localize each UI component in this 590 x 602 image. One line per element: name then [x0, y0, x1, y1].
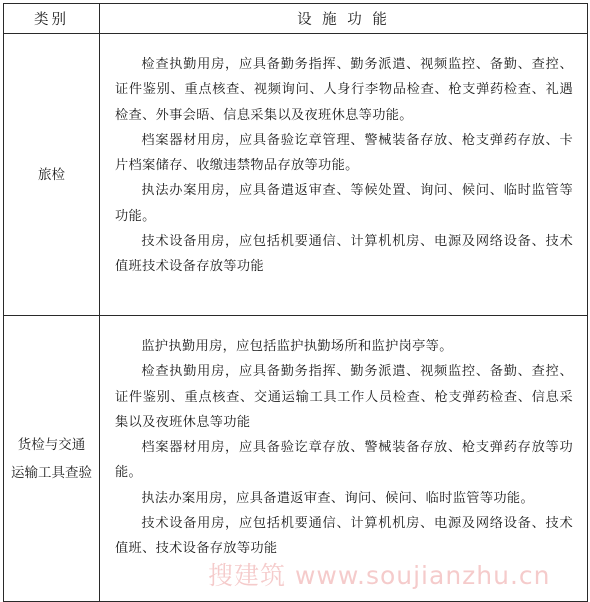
category-label: 旅检 — [38, 166, 65, 183]
category-cell — [4, 34, 100, 316]
function-paragraph: 档案器材用房，应具备验讫章管理、警械装备存放、枪支弹药存放、卡片档案储存、收缴违禁物品存放等功能。 — [115, 132, 573, 174]
header-function: 设 施 功 能 — [100, 4, 588, 34]
category-cell — [4, 316, 100, 602]
function-paragraph: 监护执勤用房，应包括监护执勤场所和监护岗亭等。 — [141, 339, 453, 354]
function-paragraph: 检查执勤用房，应具备勤务指挥、勤务派遣、视频监控、备勤、查控、证件鉴别、重点核查、视频询问、人身行李物品检查、枪支弹药检查、礼遇检查、外事会晤、信息采集以及夜班休息等功能。 — [115, 57, 573, 123]
header-category: 类别 — [4, 4, 100, 34]
site-watermark: 搜建筑 www.soujianzhu.cn — [208, 561, 551, 590]
table-row — [4, 34, 588, 316]
category-label-line-2: 运输工具查验 — [11, 464, 92, 481]
function-cell — [100, 34, 588, 316]
function-paragraph: 档案器材用房，应具备验讫章存放、警械装备存放、枪支弹药存放等功能。 — [115, 440, 573, 481]
category-label-line-1: 货检与交通 — [17, 436, 86, 453]
facility-function-table — [3, 3, 588, 602]
function-paragraph: 执法办案用房，应具备遣返审查、等候处置、询问、候问、临时监管等功能。 — [115, 183, 573, 224]
function-paragraph: 执法办案用房，应具备遣返审查、询问、候问、临时监管等功能。 — [141, 490, 534, 506]
function-paragraph: 技术设备用房，应包括机要通信、计算机机房、电源及网络设备、技术值班、技术设备存放等功能 — [115, 516, 573, 557]
table-header-row — [4, 4, 588, 34]
function-paragraph: 技术设备用房，应包括机要通信、计算机机房、电源及网络设备、技术值班技术设备存放等功能 — [115, 234, 573, 275]
function-paragraph: 检查执勤用房，应具备勤务指挥、勤务派遣、视频监控、备勤、查控、证件鉴别、重点核查、交通运输工具工作人员检查、枪支弹药检查、信息采集以及夜班休息等功能 — [115, 364, 573, 430]
